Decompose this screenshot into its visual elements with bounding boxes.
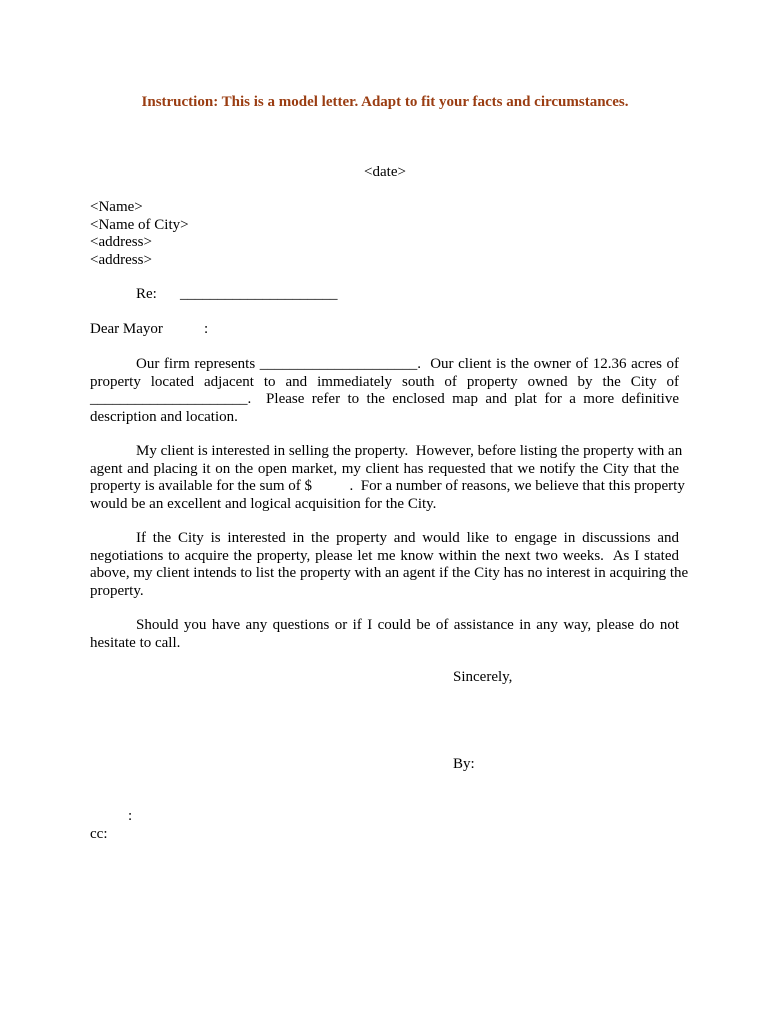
letter-date: <date> [364, 164, 406, 180]
paragraph-4 [90, 617, 679, 652]
paragraph-2 [90, 443, 685, 513]
recipient-name: <Name> [90, 199, 143, 215]
paragraph-line: property. [90, 582, 144, 599]
closing: Sincerely, [453, 669, 513, 685]
enclosure-colon: : [128, 808, 133, 824]
paragraph-line: negotiations to acquire the property, please let me know within the next two weeks. As I stated [90, 547, 679, 564]
recipient-address-2: <address> [90, 251, 152, 268]
paragraph-line: description and location. [90, 408, 238, 425]
recipient-address-1: <address> [90, 234, 152, 250]
signature-by: By: [453, 756, 475, 772]
paragraph-line: If the City is interested in the property and would like to engage in discussions and [136, 530, 679, 546]
salutation: Dear Mayor [90, 321, 163, 337]
re-label: Re: [136, 286, 157, 302]
paragraph-line: Our firm represents _____________________. Our client is the owner of 12.36 acres of [136, 356, 679, 372]
paragraph-line: above, my client intends to list the property with an agent if the City has no interest in acquiring the [90, 565, 689, 581]
paragraph-line: property is available for the sum of $ . For a number of reasons, we believe that this property [90, 478, 685, 494]
salutation-colon: : [204, 321, 209, 337]
instruction-note: Instruction: This is a model letter. Adapt to fit your facts and circumstances. [141, 94, 629, 110]
paragraph-1 [90, 356, 679, 426]
paragraph-line: My client is interested in selling the property. However, before listing the property with an [136, 443, 683, 459]
paragraph-line: Should you have any questions or if I could be of assistance in any way, please do not [136, 617, 679, 633]
paragraph-3 [90, 530, 689, 600]
cc-label: cc: [90, 826, 108, 842]
recipient-city: <Name of City> [90, 216, 189, 233]
re-blank: _____________________ [180, 286, 338, 302]
paragraph-line: would be an excellent and logical acquisition for the City. [90, 495, 437, 512]
paragraph-line: _____________________. Please refer to the enclosed map and plat for a more definitive [90, 391, 679, 407]
paragraph-line: hesitate to call. [90, 634, 181, 651]
paragraph-line: property located adjacent to and immediately south of property owned by the City of [90, 373, 679, 390]
paragraph-line: agent and placing it on the open market, my client has requested that we notify the City that the [90, 460, 679, 477]
